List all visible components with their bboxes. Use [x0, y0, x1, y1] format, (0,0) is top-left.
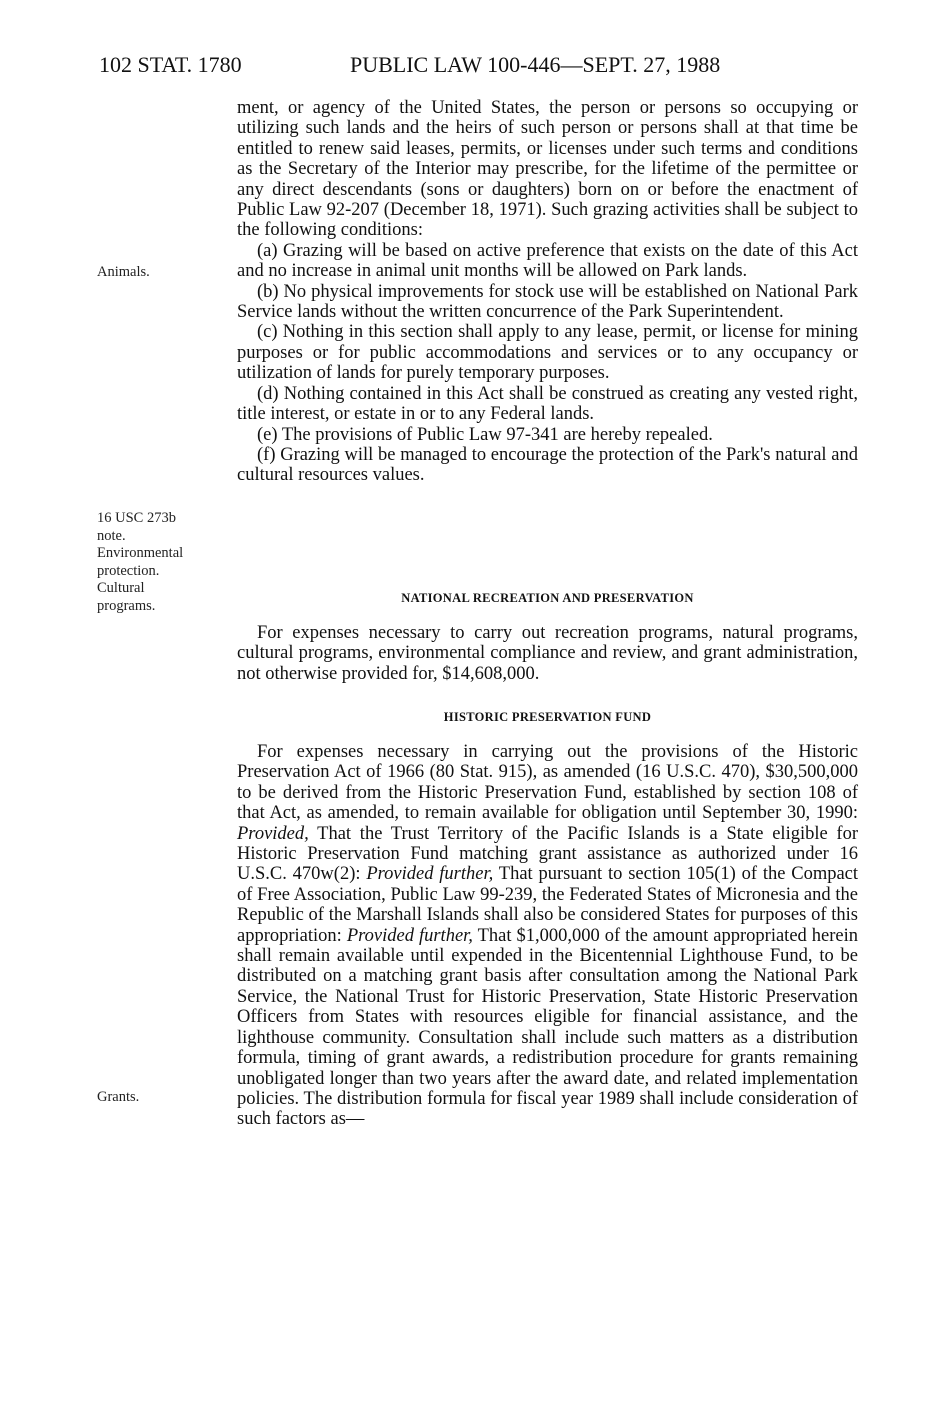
historic-text-2: That the Trust Territory of the Pacific Islands is a State eligible for Historic Preservation Fund matching grant assistance as authorized under 16 U.S.C. 470w(2):: [237, 823, 858, 885]
paragraph-continuation: ment, or agency of the United States, the person or persons so occupying or utilizing such lands and the heirs of such person or persons shall at that time be entitled to renew said leases, permits, or licenses under such terms and conditions as the Secretary of the Interior may prescribe, for the lifetime of the permittee or any direct descendants (sons or daughters) born on or before the enactment of Public Law 92-207 (December 18, 1971). Such grazing activities shall be subject to the following conditions:: [237, 98, 858, 241]
margin-note-protection: protection.: [97, 562, 160, 579]
section-grazing: [237, 98, 858, 486]
paragraph-a: (a) Grazing will be based on active preference that exists on the date of this Act and no increase in animal unit months will be allowed on Park lands.: [237, 240, 858, 282]
section-historic-preservation: [237, 742, 858, 1130]
page-stat-citation: 102 STAT. 1780: [99, 52, 242, 77]
paragraph-e: (e) The provisions of Public Law 97-341 are hereby repealed.: [257, 424, 713, 445]
heading-national-recreation: NATIONAL RECREATION AND PRESERVATION: [401, 591, 694, 605]
paragraph-f: (f) Grazing will be managed to encourage the protection of the Park's natural and cultural resources values.: [237, 444, 858, 486]
provided-2: Provided further,: [366, 864, 494, 885]
margin-note-group-1: [97, 510, 183, 615]
section-national-recreation: [237, 623, 858, 684]
margin-note-environmental: Environmental: [97, 545, 184, 561]
margin-note-usc: 16 USC 273b: [97, 510, 176, 526]
margin-note-grants: Grants.: [97, 1089, 140, 1105]
historic-text-1: For expenses necessary in carrying out the provisions of the Historic Preservation Act of 1966 (80 Stat. 915), as amended (16 U.S.C. 470), $30,500,000 to be derived from the Historic Preservation Fund, established by section 108 of that Act, as amended, to remain available for obligation until September 30, 1990:: [237, 742, 858, 824]
provided-3: Provided further,: [346, 925, 473, 946]
paragraph-historic: [237, 742, 858, 1130]
paragraph-b: (b) No physical improvements for stock use will be established on National Park Service lands without the written concurrence of the Park Superintendent.: [237, 281, 858, 323]
provided-1: Provided,: [237, 823, 309, 844]
historic-text-4: That $1,000,000 of the amount appropriated herein shall remain available until expended in the Bicentennial Lighthouse Fund, to be distributed on a matching grant basis after consultation among the National Park Service, the National Trust for Historic Preservation, State Historic Preservation Officers from States with resources eligible for financial assistance, and the lighthouse community. Consultation shall include such matters as a distribution formula, timing of grant awards, a redistribution procedure for grants remaining unobligated longer than two years after the award date, and related implementation policies. The distribution formula for fiscal year 1989 shall include consideration of such factors as—: [237, 925, 859, 1130]
paragraph-recreation: For expenses necessary to carry out recreation programs, natural programs, cultural programs, environmental compliance and review, and grant administration, not otherwise provided for, $14,608,000.: [237, 623, 858, 684]
margin-note-cultural: Cultural: [97, 580, 145, 596]
historic-text-3: That pursuant to section 105(1) of the Compact of Free Association, Public Law 99-239, the Federated States of Micronesia and the Republic of the Marshall Islands shall also be considered States for purposes of this appropriation:: [237, 864, 859, 946]
margin-note-animals: Animals.: [97, 264, 150, 280]
margin-note-programs: programs.: [97, 597, 156, 614]
page-running-title: PUBLIC LAW 100-446—SEPT. 27, 1988: [350, 52, 721, 77]
heading-historic-preservation: HISTORIC PRESERVATION FUND: [443, 710, 652, 724]
paragraph-c: (c) Nothing in this section shall apply to any lease, permit, or license for mining purposes or for public accommodations and services or to any occupancy or utilization of lands for purely temporary purposes.: [237, 322, 858, 384]
margin-note-note: note.: [97, 527, 126, 544]
paragraph-d: (d) Nothing contained in this Act shall be construed as creating any vested right, title interest, or estate in or to any Federal lands.: [237, 383, 858, 425]
